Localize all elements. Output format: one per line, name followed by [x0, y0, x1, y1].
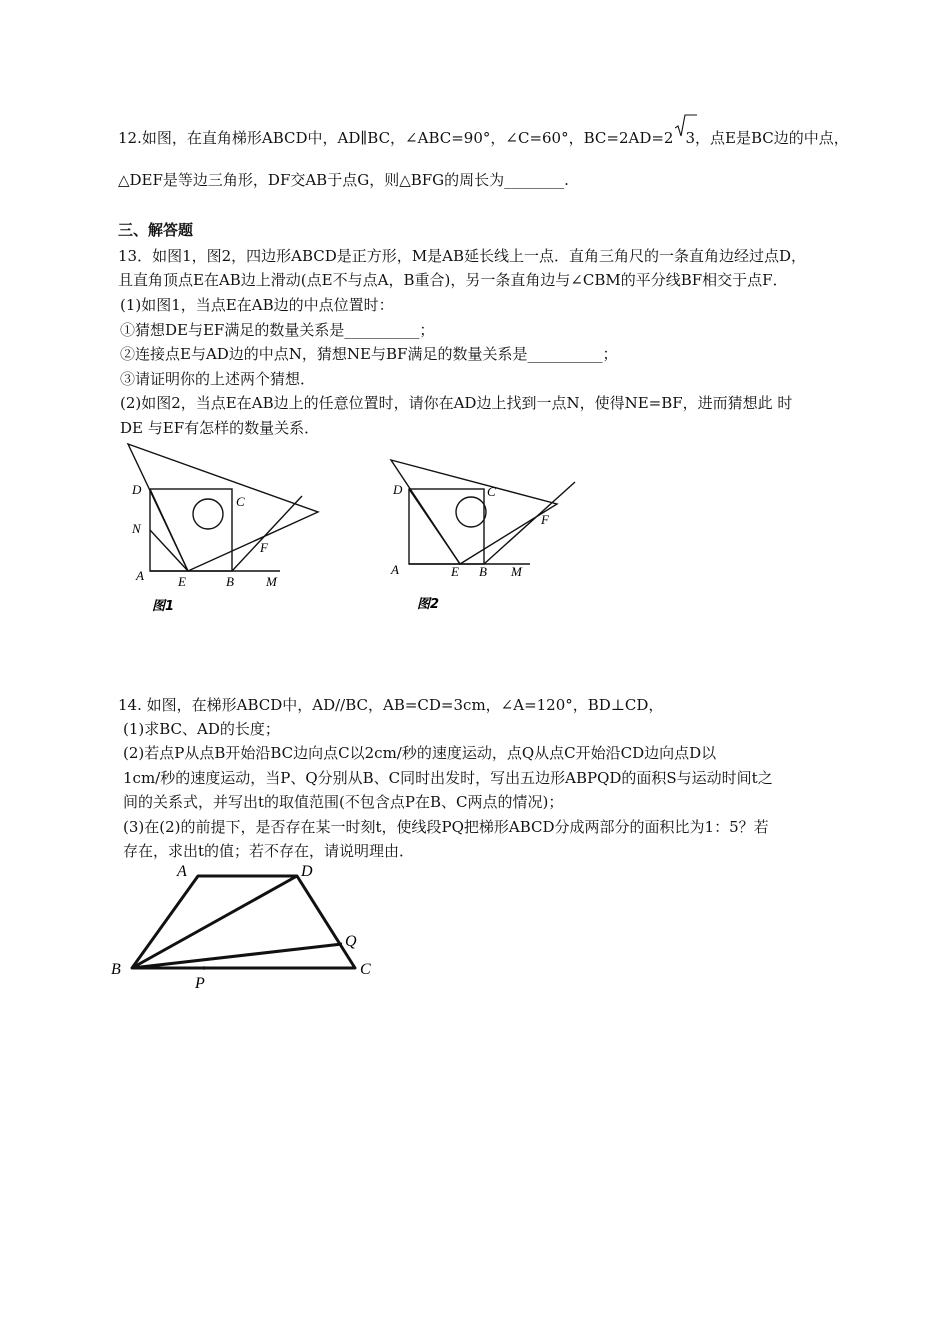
- q13-line-8: DE 与EF有怎样的数量关系．: [120, 419, 320, 437]
- label-b: B: [226, 574, 234, 589]
- q14-line-7: 存在，求出t的值；若不存在，请说明理由．: [123, 842, 415, 860]
- q12-text-post: ，点E是BC边的中点，: [695, 129, 849, 147]
- segment-de: [409, 489, 460, 564]
- point-p: [202, 966, 206, 970]
- q13-line-1: 13．如图1，图2，四边形ABCD是正方形，M是AB延长线上一点．直角三角尺的一条直角边经过点D，: [118, 247, 807, 265]
- q13-line-5: ②连接点E与AD边的中点N，猜想NE与BF满足的数量关系是__________；: [120, 345, 618, 363]
- q14-figure-trapezoid: [105, 858, 395, 998]
- diagonal-bd: [132, 876, 297, 968]
- label-b: B: [111, 961, 121, 978]
- label-q: Q: [345, 933, 357, 950]
- q13-figure-2: [385, 440, 605, 620]
- section-3-title: 三、解答题: [118, 221, 194, 239]
- q14-line-5: 间的关系式，并写出t的取值范围(不包含点P在B、C两点的情况)；: [123, 793, 564, 811]
- q12-text-pre: 12.如图，在直角梯形ABCD中，AD∥BC，∠ABC=90°，∠C=60°，BC=2AD=2: [118, 129, 674, 147]
- figure-2-caption: 图2: [417, 597, 440, 612]
- label-c: C: [360, 961, 371, 978]
- circle: [193, 499, 223, 529]
- label-m: M: [266, 574, 277, 589]
- label-e: E: [178, 574, 186, 589]
- q13-figure-1: [120, 440, 340, 620]
- circle: [456, 497, 486, 527]
- q14-line-1: 14. 如图，在梯形ABCD中，AD//BC，AB=CD=3cm，∠A=120°，BD⊥CD，: [118, 696, 664, 714]
- sqrt-symbol: [675, 128, 695, 148]
- label-b: B: [479, 564, 487, 579]
- segment-bq: [132, 944, 342, 968]
- label-c: C: [236, 494, 245, 509]
- label-d: D: [301, 863, 313, 880]
- label-p: P: [195, 975, 205, 992]
- q13-line-3: (1)如图1，当点E在AB边的中点位置时：: [120, 296, 394, 314]
- label-f: F: [260, 540, 268, 555]
- figure-1-caption: 图1: [152, 599, 175, 614]
- label-d: D: [132, 482, 142, 497]
- label-c: C: [487, 484, 496, 499]
- segment-ne: [150, 530, 188, 571]
- bisector-bf: [484, 482, 575, 564]
- sqrt-argument: 3: [685, 129, 696, 147]
- q14-line-3: (2)若点P从点B开始沿BC边向点C以2cm/秒的速度运动，点Q从点C开始沿CD边向点D以: [123, 744, 717, 762]
- q12-line-1: [118, 128, 849, 148]
- triangle-ruler: [391, 460, 557, 564]
- square-abcd: [150, 489, 232, 571]
- label-a: A: [177, 863, 187, 880]
- q13-line-7: (2)如图2，当点E在AB边上的任意位置时，请你在AD边上找到一点N，使得NE=BF，进而猜想此 时: [120, 394, 793, 412]
- label-a: A: [136, 568, 144, 583]
- label-d: D: [393, 482, 403, 497]
- label-f: F: [541, 512, 549, 527]
- q12-line-2: △DEF是等边三角形，DF交AB于点G，则△BFG的周长为________.: [118, 171, 569, 189]
- q14-line-6: (3)在(2)的前提下，是否存在某一时刻t，使线段PQ把梯形ABCD分成两部分的面积比为1：5？若: [123, 818, 769, 836]
- q13-line-4: ①猜想DE与EF满足的数量关系是__________；: [120, 321, 435, 339]
- label-a: A: [391, 562, 399, 577]
- triangle-ruler: [128, 444, 318, 571]
- q14-line-2: (1)求BC、AD的长度；: [123, 720, 280, 738]
- label-m: M: [511, 564, 522, 579]
- label-n: N: [132, 521, 141, 536]
- q14-line-4: 1cm/秒的速度运动，当P、Q分别从B、C同时出发时，写出五边形ABPQD的面积S与运动时间t之: [123, 769, 773, 787]
- label-e: E: [451, 564, 459, 579]
- q13-line-6: ③请证明你的上述两个猜想．: [120, 370, 316, 388]
- q13-line-2: 且直角顶点E在AB边上滑动(点E不与点A，B重合)，另一条直角边与∠CBM的平分线BF相交于点F．: [118, 271, 788, 289]
- segment-de: [150, 489, 188, 571]
